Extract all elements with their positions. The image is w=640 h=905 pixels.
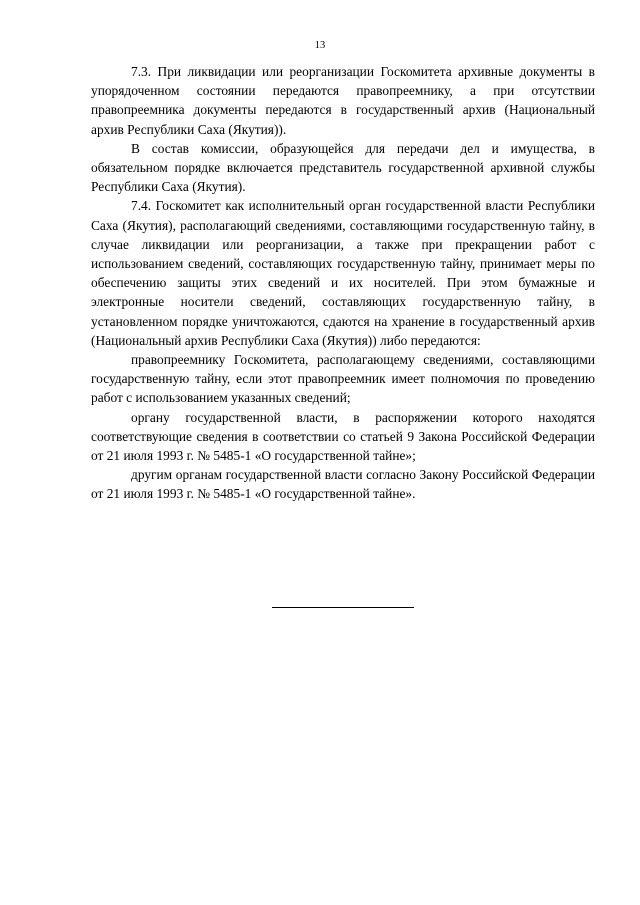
paragraph-successor: правопреемнику Госкомитета, располагающему сведениями, составляющими государственную тайну, если этот правопреемник имеет полномочия по проведению работ с использованием указанных сведений; xyxy=(91,352,595,406)
page-number: 13 xyxy=(314,40,326,51)
end-of-document-rule xyxy=(272,607,414,608)
paragraph-commission: В состав комиссии, образующейся для передачи дел и имущества, в обязательном порядке включается представитель государственной архивной службы Республики Саха (Якутия). xyxy=(91,140,595,195)
document-body xyxy=(91,62,595,504)
paragraph-7-3: 7.3. При ликвидации или реорганизации Госкомитета архивные документы в упорядоченном состоянии передаются правопреемнику, а при отсутствии правопреемника документы передаются в государственный архив (Национальный архив Республики Саха (Якутия)). xyxy=(91,64,595,137)
paragraph-other-authorities: другим органам государственной власти согласно Закону Российской Федерации от 21 июля 1993 г. № 5485-1 «О государственной тайне». xyxy=(91,467,595,502)
paragraph-state-authority: органу государственной власти, в распоряжении которого находятся соответствующие сведения в соответствии со статьей 9 Закона Российской Федерации от 21 июля 1993 г. № 5485-1 «О государственной тайне»; xyxy=(91,409,595,464)
paragraph-7-4: 7.4. Госкомитет как исполнительный орган государственной власти Республики Саха (Якутия), располагающий сведениями, составляющими государственную тайну, в случае ликвидации или реорганизации, а также при прекращении работ с использованием сведений, составляющих государственную тайну, принимает меры по обеспечению защиты этих сведений и их носителей. При этом бумажные и электронные носители сведений, составляющих государственную тайну, в установленном порядке уничтожаются, сдаются на хранение в государственный архив (Национальный архив Республики Саха (Якутия)) либо передаются: xyxy=(91,198,595,348)
